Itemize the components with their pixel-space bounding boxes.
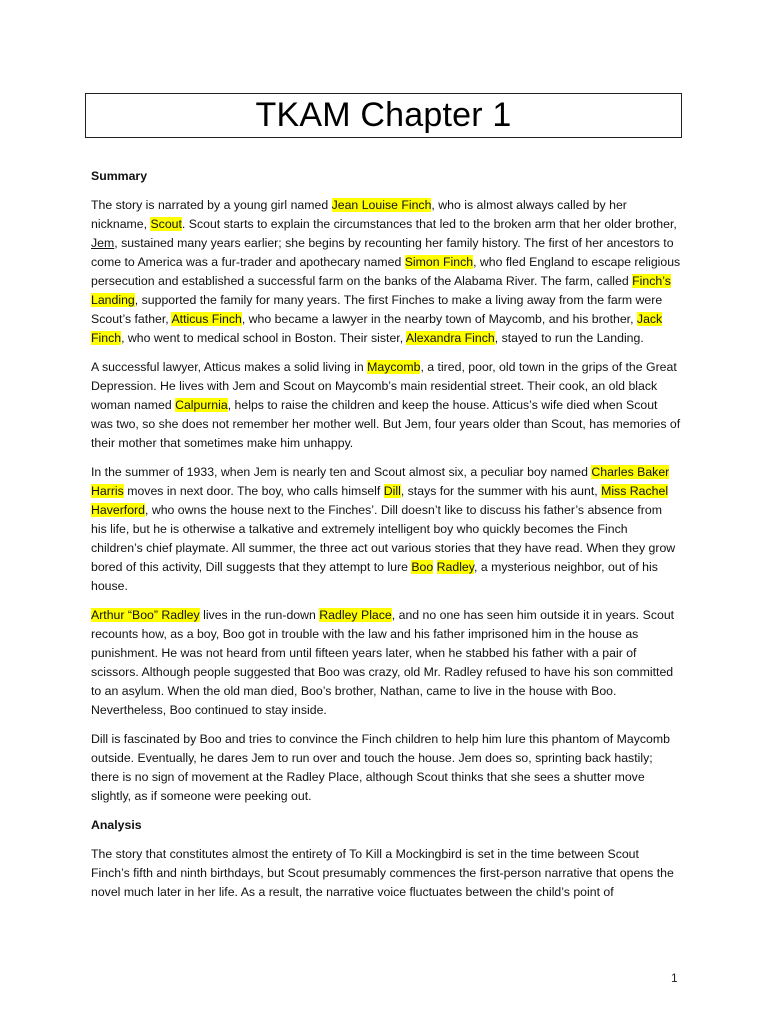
underlined-jem: Jem [91, 236, 115, 250]
highlight-arthur-boo-radley: Arthur “Boo” Radley [91, 608, 200, 622]
summary-paragraph-3: In the summer of 1933, when Jem is nearly ten and Scout almost six, a peculiar boy named Charles Baker Harris moves in next door. The boy, who calls himself Dill, stays for the summer with his aunt, Miss Rachel Haverford, who owns the house next to the Finches’. Dill doesn’t like to discuss his father’s absence from his life, but he is otherwise a talkative and extremely intelligent boy who quickly becomes the Finch children’s chief playmate. All summer, the three act out various stories that they have read. When they grow bored of this activity, Dill suggests that they attempt to lure Boo Radley, a mysterious neighbor, out of his house. [91, 465, 676, 593]
highlight-simon-finch: Simon Finch [404, 255, 474, 269]
analysis-paragraph-1: The story that constitutes almost the entirety of To Kill a Mockingbird is set in the time between Scout Finch’s fifth and ninth birthdays, but Scout presumably commences the first-person narrative that opens the novel much later in her life. As a result, the narrative voice fluctuates between the child’s point of [91, 847, 674, 899]
highlight-atticus-finch: Atticus Finch [171, 312, 242, 326]
highlight-calpurnia: Calpurnia [175, 398, 228, 412]
summary-paragraph-1: The story is narrated by a young girl named Jean Louise Finch, who is almost always called by her nickname, Scout. Scout starts to explain the circumstances that led to the broken arm that her older brother, Jem, sustained many years earlier; she begins by recounting her family history. The first of her ancestors to come to America was a fur-trader and apothecary named Simon Finch, who fled England to escape religious persecution and established a successful farm on the banks of the Alabama River. The farm, called Finch’s Landing, supported the family for many years. The first Finches to make a living away from the farm were Scout’s father, Atticus Finch, who became a lawyer in the nearby town of Maycomb, and his brother, Jack Finch, who went to medical school in Boston. Their sister, Alexandra Finch, stayed to run the Landing. [91, 198, 681, 345]
summary-paragraph-2: A successful lawyer, Atticus makes a solid living in Maycomb, a tired, poor, old town in the grips of the Great Depression. He lives with Jem and Scout on Maycomb’s main residential street. Their cook, an old black woman named Calpurnia, helps to raise the children and keep the house. Atticus’s wife died when Scout was two, so she does not remember her mother well. But Jem, four years older than Scout, has memories of their mother that sometimes make him unhappy. [91, 360, 681, 450]
highlight-scout: Scout [150, 217, 182, 231]
summary-paragraph-4: Arthur “Boo” Radley lives in the run-down Radley Place, and no one has seen him outside it in years. Scout recounts how, as a boy, Boo got in trouble with the law and his father imprisoned him in the house as punishment. He was not heard from until fifteen years later, when he stabbed his father with a pair of scissors. Although people suggested that Boo was crazy, old Mr. Radley refused to have his son committed to an asylum. When the old man died, Boo’s brother, Nathan, came to live in the house with Boo. Nevertheless, Boo continued to stay inside. [91, 608, 675, 717]
highlight-dill: Dill [383, 484, 401, 498]
highlight-miss-rachel-haverford: Miss Rachel Haverford [91, 484, 669, 517]
highlight-boo: Boo [411, 560, 434, 574]
highlight-jack-finch: Jack Finch [91, 312, 663, 345]
summary-paragraph-5: Dill is fascinated by Boo and tries to convince the Finch children to help him lure this phantom of Maycomb outside. Eventually, he dares Jem to run over and touch the house. Jem does so, sprinting back hastily; there is no sign of movement at the Radley Place, although Scout thinks that she sees a shutter move slightly, as if someone were peeking out. [91, 732, 670, 803]
highlight-radley-place: Radley Place [319, 608, 392, 622]
highlight-charles-baker-harris: Charles Baker Harris [91, 465, 670, 498]
summary-heading: Summary [91, 169, 148, 183]
title-box [85, 93, 682, 138]
highlight-jean-louise-finch: Jean Louise Finch [331, 198, 432, 212]
document-title: TKAM Chapter 1 [255, 96, 512, 134]
highlight-radley: Radley [436, 560, 475, 574]
page-number: 1 [671, 971, 678, 985]
analysis-heading: Analysis [91, 818, 142, 832]
highlight-alexandra-finch: Alexandra Finch [405, 331, 495, 345]
document-body [91, 167, 681, 912]
highlight-maycomb: Maycomb [367, 360, 421, 374]
highlight-finchs-landing: Finch’s Landing [91, 274, 671, 307]
